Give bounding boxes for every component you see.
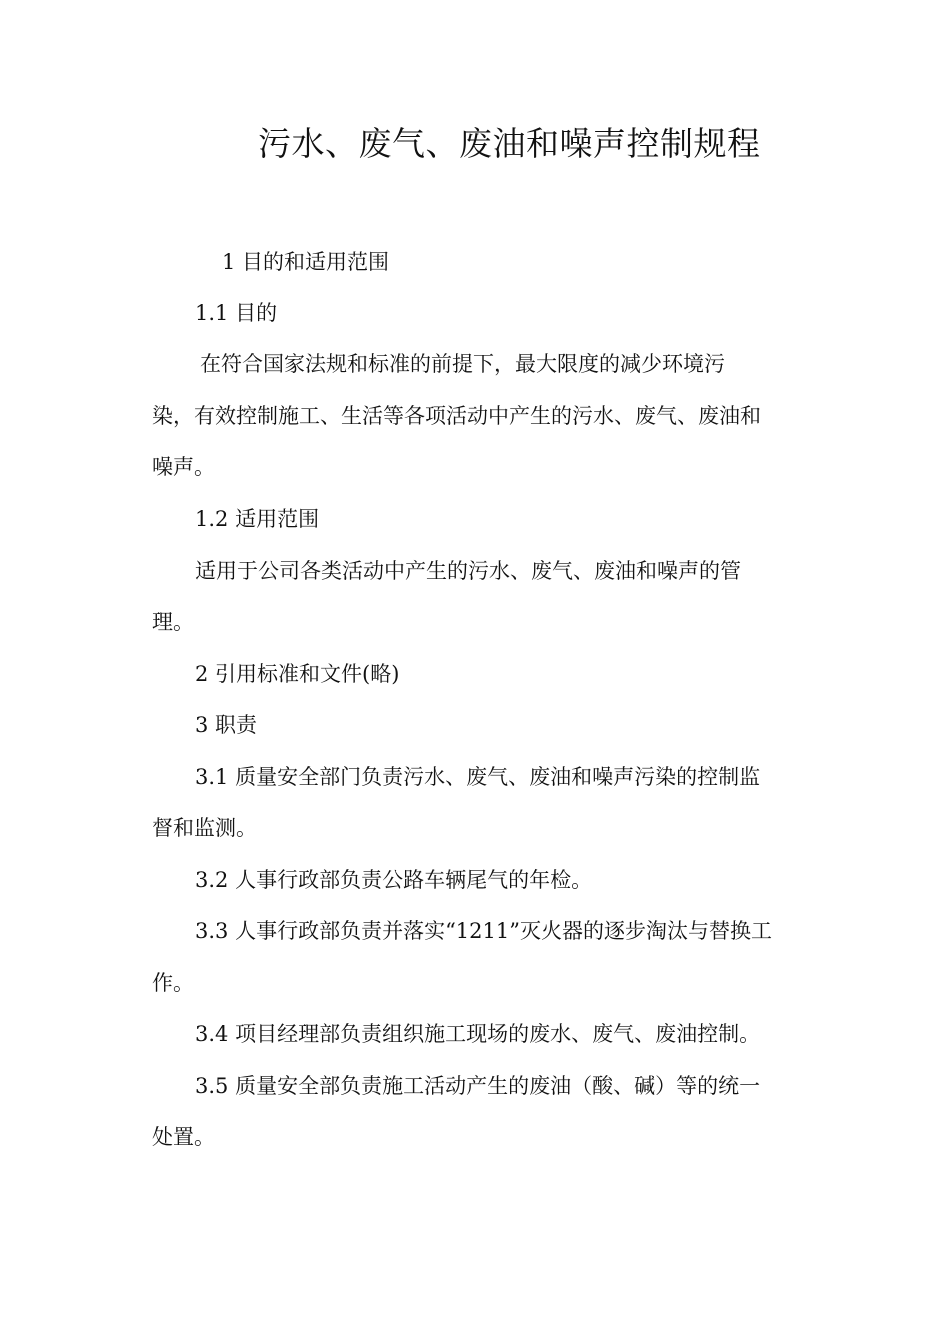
section-heading: 1 目的和适用范围 [222,250,390,274]
paragraph-line: 3.3 人事行政部负责并落实“1211”灭火器的逐步淘汰与替换工 [195,919,772,943]
subsection-heading: 1.2 适用范围 [195,507,320,531]
subsection-heading: 1.1 目的 [195,301,278,325]
paragraph-line: 3.1 质量安全部门负责污水、废气、废油和噪声污染的控制监 [195,765,761,789]
document-title: 污水、废气、废油和噪声控制规程 [258,124,761,163]
paragraph-line: 适用于公司各类活动中产生的污水、废气、废油和噪声的管 [195,559,741,583]
section-heading: 3 职责 [195,713,258,737]
paragraph-line: 督和监测。 [152,816,257,840]
paragraph-line: 染，有效控制施工、生活等各项活动中产生的污水、废气、废油和 [152,404,761,428]
paragraph-line: 在符合国家法规和标准的前提下，最大限度的减少环境污 [200,352,725,376]
paragraph-line: 噪声。 [152,455,215,479]
paragraph-line: 处置。 [152,1125,215,1149]
paragraph-line: 作。 [152,971,194,995]
paragraph-line: 理。 [152,610,194,634]
section-heading: 2 引用标准和文件(略) [195,662,400,686]
paragraph-line: 3.2 人事行政部负责公路车辆尾气的年检。 [195,868,593,892]
paragraph-line: 3.5 质量安全部负责施工活动产生的废油（酸、碱）等的统一 [195,1074,761,1098]
paragraph-line: 3.4 项目经理部负责组织施工现场的废水、废气、废油控制。 [195,1022,761,1046]
